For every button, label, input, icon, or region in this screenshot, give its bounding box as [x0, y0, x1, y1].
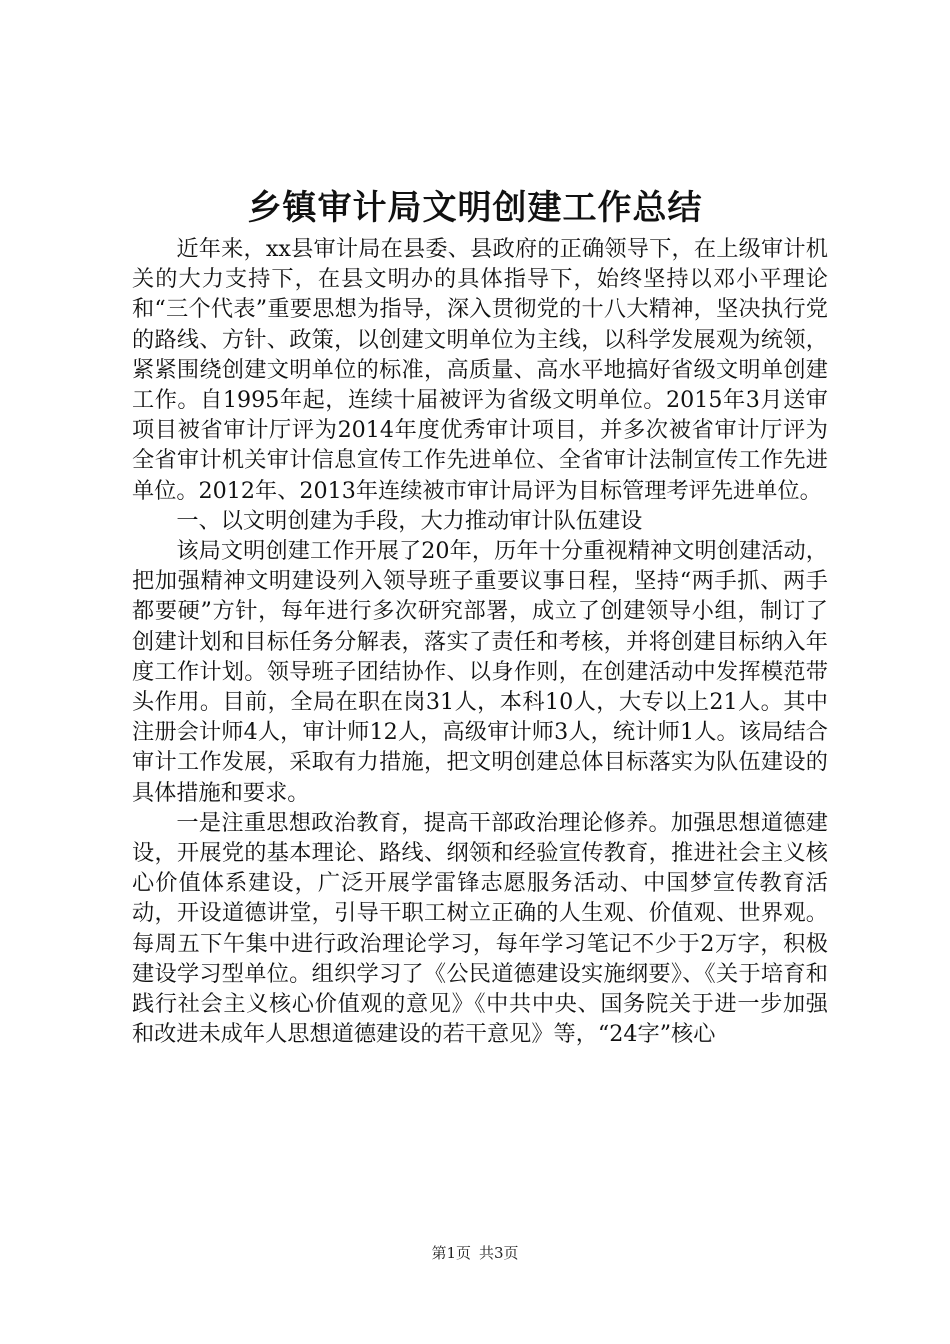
page-total: 共3页 [479, 1244, 519, 1262]
body-paragraph: 该局文明创建工作开展了20年，历年十分重视精神文明创建活动，把加强精神文明建设列入领导班子重要议事日程，坚持“两手抓、两手都要硬”方针，每年进行多次研究部署，成立了创建领导小组，制订了创建计划和目标任务分解表，落实了责任和考核，并将创建目标纳入年度工作计划。领导班子团结协作、以身作则，在创建活动中发挥模范带头作用。目前，全局在职在岗31人，本科10人，大专以上21人。其中注册会计师4人，审计师12人，高级审计师3人，统计师1人。该局结合审计工作发展，采取有力措施，把文明创建总体目标落实为队伍建设的具体措施和要求。 [132, 538, 828, 806]
body-paragraph: 一是注重思想政治教育，提高干部政治理论修养。加强思想道德建设，开展党的基本理论、路线、纲领和经验宣传教育，推进社会主义核心价值体系建设，广泛开展学雷锋志愿服务活动、中国梦宣传教育活动，开设道德讲堂，引导干职工树立正确的人生观、价值观、世界观。每周五下午集中进行政治理论学习，每年学习笔记不少于2万字，积极建设学习型单位。组织学习了《公民道德建设实施纲要》、《关于培育和践行社会主义核心价值观的意见》《中共中央、国务院关于进一步加强和改进未成年人思想道德建设的若干意见》等，“24字”核心 [132, 809, 828, 1048]
document-title: 乡镇审计局文明创建工作总结 [247, 188, 703, 228]
section-heading: 一、以文明创建为手段，大力推动审计队伍建设 [176, 507, 643, 534]
page-footer [0, 1243, 950, 1263]
page-number: 第1页 [431, 1244, 471, 1262]
intro-paragraph: 近年来，xx县审计局在县委、县政府的正确领导下，在上级审计机关的大力支持下，在县文明办的具体指导下，始终坚持以邓小平理论和“三个代表”重要思想为指导，深入贯彻党的十八大精神，坚决执行党的路线、方针、政策，以创建文明单位为主线，以科学发展观为统领，紧紧围绕创建文明单位的标准，高质量、高水平地搞好省级文明单创建工作。自1995年起，连续十届被评为省级文明单位。2015年3月送审项目被省审计厅评为2014年度优秀审计项目，并多次被省审计厅评为全省审计机关审计信息宣传工作先进单位、全省审计法制宣传工作先进单位。2012年、2013年连续被市审计局评为目标管理考评先进单位。 [132, 236, 828, 504]
document-body [132, 234, 828, 1049]
